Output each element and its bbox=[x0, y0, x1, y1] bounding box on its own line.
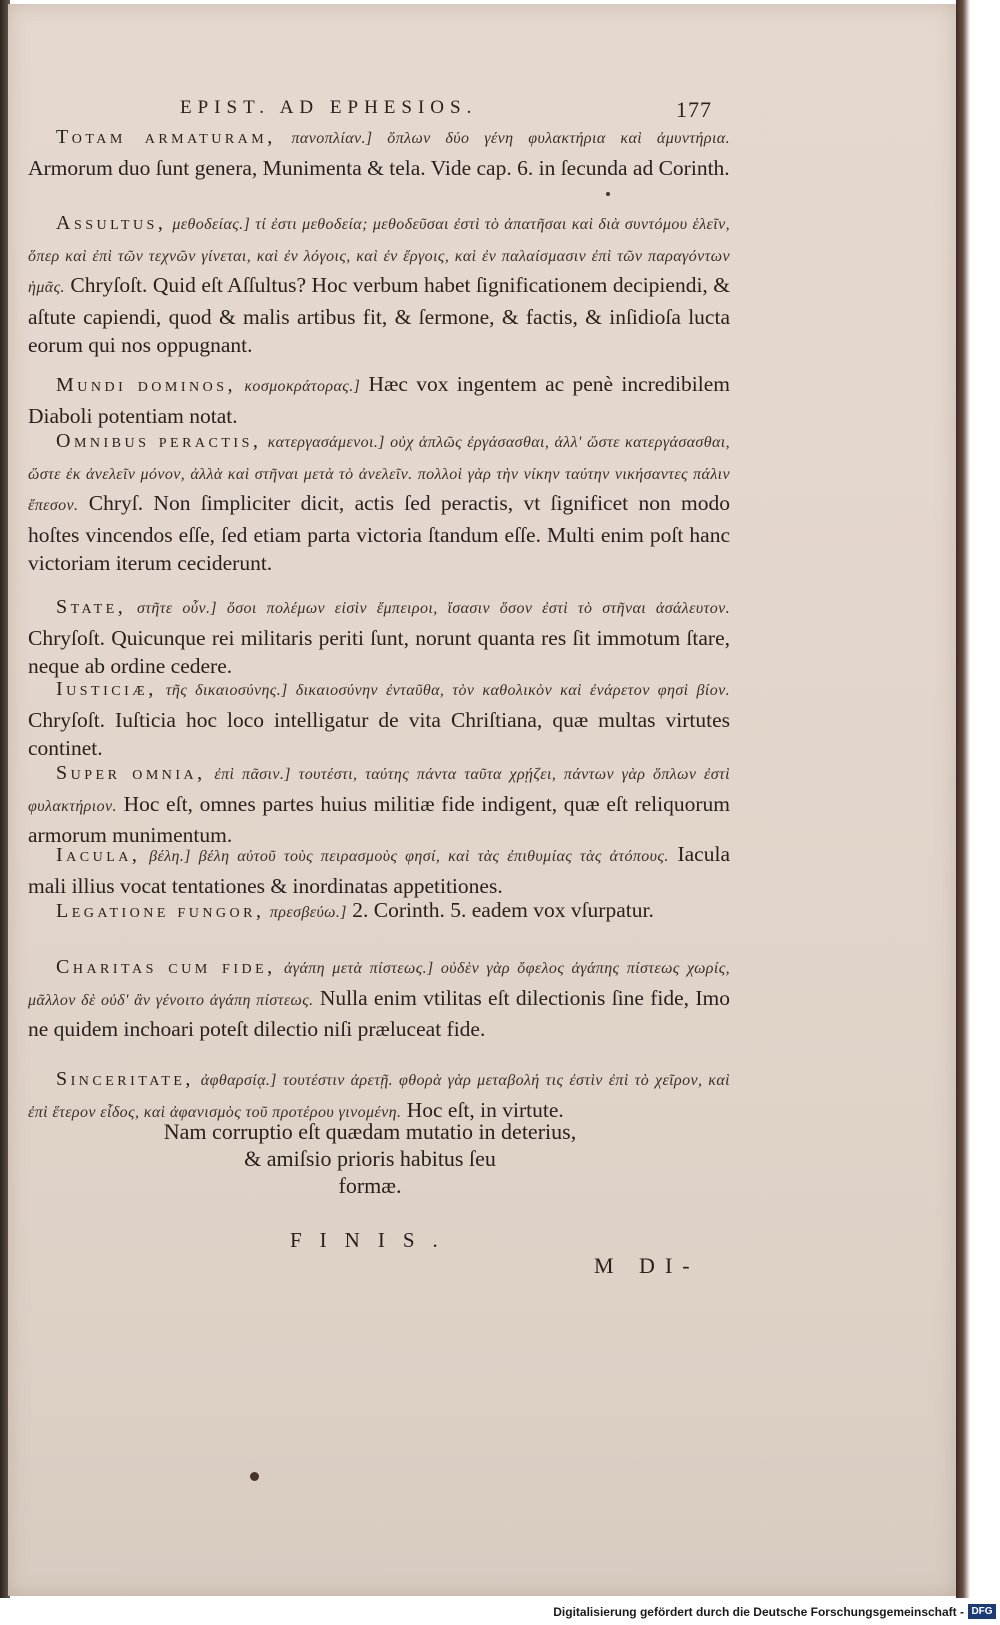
lemma: Sinceritate, bbox=[56, 1068, 194, 1090]
latin-text: Chryſoſt. Iuſticia hoc loco intelligatur de vita Chriſtiana, quæ multas virtutes continet. bbox=[28, 707, 730, 760]
commentary-entry bbox=[28, 952, 730, 1044]
greek-gloss: ἀγάπη μετὰ πίστεως.] οὐδὲν γὰρ ὄφελος ἀγάπης πίστεως χωρίς, μᾶλλον δὲ οὐδ' ἂν γένοιτο ἀγάπη πίστεως. bbox=[28, 960, 731, 1009]
greek-gloss: ἀφθαρσίᾳ.] τουτέστιν ἀρετῇ. φθορὰ γὰρ μεταβολή τις ἐστὶν ἐπὶ τὸ χεῖρον, καὶ ἐπὶ ἕτερον εἶδος, καὶ ἀφανισμὸς τοῦ προτέρου γινομένη. bbox=[28, 1072, 731, 1121]
finis: FINIS. bbox=[290, 1228, 456, 1252]
greek-gloss: πανοπλίαν.] ὅπλων δύο γένη φυλακτήρια καὶ ἀμυντήρια. bbox=[291, 130, 730, 147]
commentary-entry bbox=[28, 840, 730, 900]
closing-line-3: formæ. bbox=[338, 1173, 402, 1198]
lemma: Omnibus peractis, bbox=[56, 430, 262, 452]
latin-text: Iacula mali illius vocat tentationes & inordinatas appetitiones. bbox=[28, 842, 730, 898]
commentary-entry bbox=[28, 370, 730, 430]
dfg-logo: DFG bbox=[968, 1604, 996, 1619]
commentary-entry bbox=[28, 758, 730, 850]
latin-text: Hoc eſt, omnes partes huius militiæ fide indigent, quæ eſt reliquorum armorum munimentum. bbox=[28, 791, 730, 847]
greek-gloss: μεθοδείας.] τί ἐστι μεθοδεία; μεθοδεῦσαι ἐστὶ τὸ ἀπατῆσαι καὶ διὰ συντόμου ἑλεῖν, ὅπερ καὶ ἐπὶ τῶν τεχνῶν γίνεται, καὶ ἐν λόγοις, καὶ ἐν ἔργοις, καὶ ἐν παλαίσμασιν ἐπὶ τῶν παραγόντων ἡμᾶς. bbox=[28, 216, 730, 296]
greek-gloss: πρεσβεύω.] bbox=[269, 904, 347, 921]
greek-gloss: βέλη.] βέλη αὐτοῦ τοὺς πειρασμοὺς φησί, καὶ τὰς ἐπιθυμίας τὰς ἀτόπους. bbox=[149, 848, 669, 865]
closing-line-2: & amiſsio prioris habitus ſeu bbox=[244, 1146, 496, 1171]
ink-spot bbox=[606, 192, 610, 196]
catchword: M DI- bbox=[594, 1253, 700, 1278]
latin-text: Chryſoſt. Quicunque rei militaris periti ſunt, norunt quanta res ſit immotum ſtare, neque ab ordine cedere. bbox=[28, 625, 730, 678]
lemma: Super omnia, bbox=[56, 762, 206, 784]
running-head: EPIST. AD EPHESIOS. bbox=[180, 97, 478, 118]
lemma: Iacula, bbox=[56, 844, 141, 866]
lemma: Totam armaturam, bbox=[56, 126, 276, 148]
digitization-footer bbox=[0, 1600, 1000, 1625]
latin-text: 2. Corinth. 5. eadem vox vſurpatur. bbox=[352, 898, 654, 922]
greek-gloss: κατεργασάμενοι.] οὐχ ἁπλῶς ἐργάσασθαι, ἀλλ' ὥστε κατεργάσασθαι, ὥστε ἐκ ἀνελεῖν μόνον, ἀλλὰ καὶ στῆναι μετὰ τὸ ἀνελεῖν. πολλοὶ γὰρ τὴν νίκην ταύτην νικήσαντες πάλιν ἔπεσον. bbox=[28, 434, 731, 514]
latin-text: Chryſ. Non ſimpliciter dicit, actis ſed peractis, vt ſignificet non modo hoſtes vincendos eſſe, ſed etiam parta victoria ſtandum eſſe. Multi enim poſt hanc victoriam iterum ceciderunt. bbox=[28, 491, 730, 575]
commentary-entry bbox=[28, 426, 730, 578]
lemma: Iusticiæ, bbox=[56, 678, 157, 700]
lemma: State, bbox=[56, 596, 127, 618]
greek-gloss: τῆς δικαιοσύνης.] δικαιοσύνην ἐνταῦθα, τὸν καθολικὸν καὶ ἐνάρετον φησὶ βίον. bbox=[165, 682, 731, 699]
ink-spot bbox=[250, 1472, 259, 1481]
latin-text: Hæc vox ingentem ac penè incredibilem Diaboli potentiam notat. bbox=[28, 372, 730, 428]
commentary-entry bbox=[28, 674, 730, 763]
commentary-entry bbox=[28, 122, 730, 182]
greek-gloss: στῆτε οὖν.] ὅσοι πολέμων εἰσὶν ἔμπειροι, ἴσασιν ὅσον ἐστὶ τὸ στῆναι ἀσάλευτον. bbox=[136, 600, 730, 617]
lemma: Legatione fungor, bbox=[56, 900, 265, 922]
commentary-entry bbox=[28, 896, 730, 928]
closing-line-1: Nam corruptio eſt quædam mutatio in deterius, bbox=[163, 1119, 577, 1144]
greek-gloss: ἐπὶ πᾶσιν.] τουτέστι, ταύτης πάντα ταῦτα χρῄζει, πάντων γὰρ ὅπλων ἐστὶ φυλακτήριον. bbox=[28, 766, 731, 815]
latin-text: Chryſoſt. Quid eſt Aſſultus? Hoc verbum habet ſignificationem decipiendi, & aſtute capiendi, quod & malis artibus fit, & ſermone, & factis, & inſidioſa lucta eorum qui nos oppugnant. bbox=[28, 273, 731, 357]
page-number: 177 bbox=[676, 97, 712, 122]
commentary-entry bbox=[28, 208, 730, 360]
dfg-credit: Digitalisierung gefördert durch die Deutsche Forschungsgemeinschaft - bbox=[553, 1605, 964, 1619]
book-edge bbox=[956, 0, 970, 1598]
latin-text: Hoc eſt, in virtute. bbox=[406, 1097, 564, 1122]
greek-gloss: κοσμοκράτορας.] bbox=[244, 378, 361, 395]
latin-text: Nulla enim vtilitas eſt dilectionis ſine fide, Imo ne quidem inchoari poteſt dilectio niſi præluceat fide. bbox=[28, 985, 730, 1041]
lemma: Mundi dominos, bbox=[56, 374, 237, 396]
lemma: Charitas cum fide, bbox=[56, 956, 276, 978]
latin-text: Armorum duo ſunt genera, Munimenta & tela. Vide cap. 6. in ſecunda ad Corinth. bbox=[28, 155, 730, 180]
lemma: Assultus, bbox=[56, 212, 167, 234]
commentary-entry bbox=[28, 592, 730, 681]
